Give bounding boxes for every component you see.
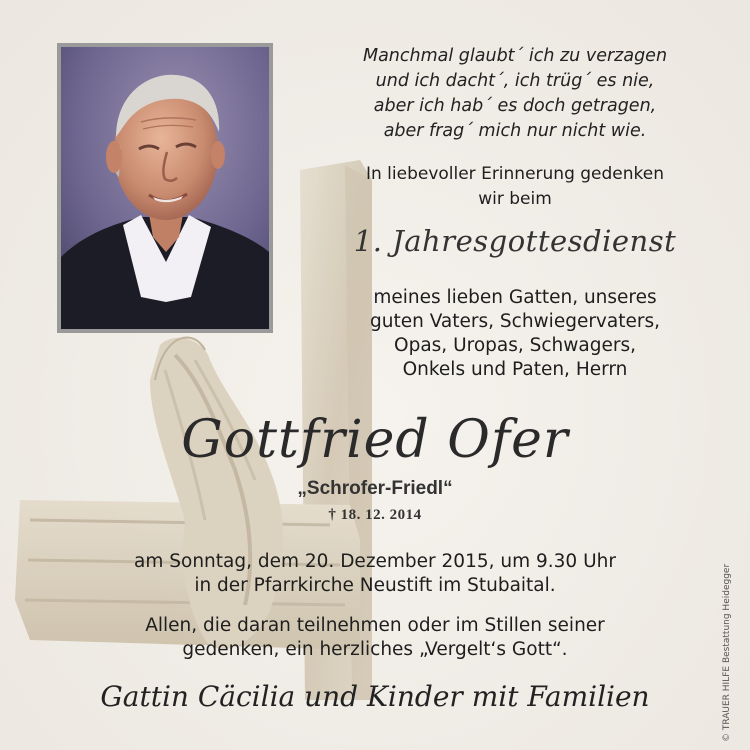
poem-line: aber ich hab´ es doch getragen, (373, 96, 657, 116)
service-line: in der Pfarrkirche Neustift im Stubaital. (194, 575, 556, 596)
relations-line: meines lieben Gatten, unseres (373, 287, 657, 308)
relations-line: Onkels und Paten, Herrn (402, 359, 628, 380)
death-date: † 18. 12. 2014 (328, 507, 422, 523)
poem-line: Manchmal glaubt´ ich zu verzagen (362, 46, 668, 66)
family-signature: Gattin Cäcilia und Kinder mit Familien (100, 680, 650, 713)
thanks-line: Allen, die daran teilnehmen oder im Stillen seiner (145, 615, 605, 636)
relations-text (330, 286, 700, 382)
thanks-text (60, 614, 690, 662)
remembrance-line: wir beim (478, 189, 552, 209)
remembrance-text (330, 162, 700, 212)
relations-line: Opas, Uropas, Schwagers, (394, 335, 636, 356)
poem (330, 44, 700, 144)
service-details (60, 550, 690, 598)
anniversary-title: 1. Jahresgottesdienst (353, 224, 677, 258)
thanks-line: gedenken, ein herzliches „Vergelt‘s Gott“. (182, 639, 568, 660)
portrait-photo-frame (57, 43, 273, 333)
deceased-nickname: „Schrofer-Friedl“ (297, 478, 453, 499)
copyright-credit: © TRAUER HILFE Bestattung Heidegger (722, 563, 732, 742)
relations-line: guten Vaters, Schwiegervaters, (370, 311, 660, 332)
deceased-name: Gottfried Ofer (181, 410, 569, 470)
poem-line: aber frag´ mich nur nicht wie. (383, 121, 647, 141)
service-line: am Sonntag, dem 20. Dezember 2015, um 9.30 Uhr (134, 551, 616, 572)
remembrance-line: In liebevoller Erinnerung gedenken (365, 164, 665, 184)
portrait-photo (61, 47, 269, 329)
poem-line: und ich dacht´, ich trüg´ es nie, (375, 71, 655, 91)
